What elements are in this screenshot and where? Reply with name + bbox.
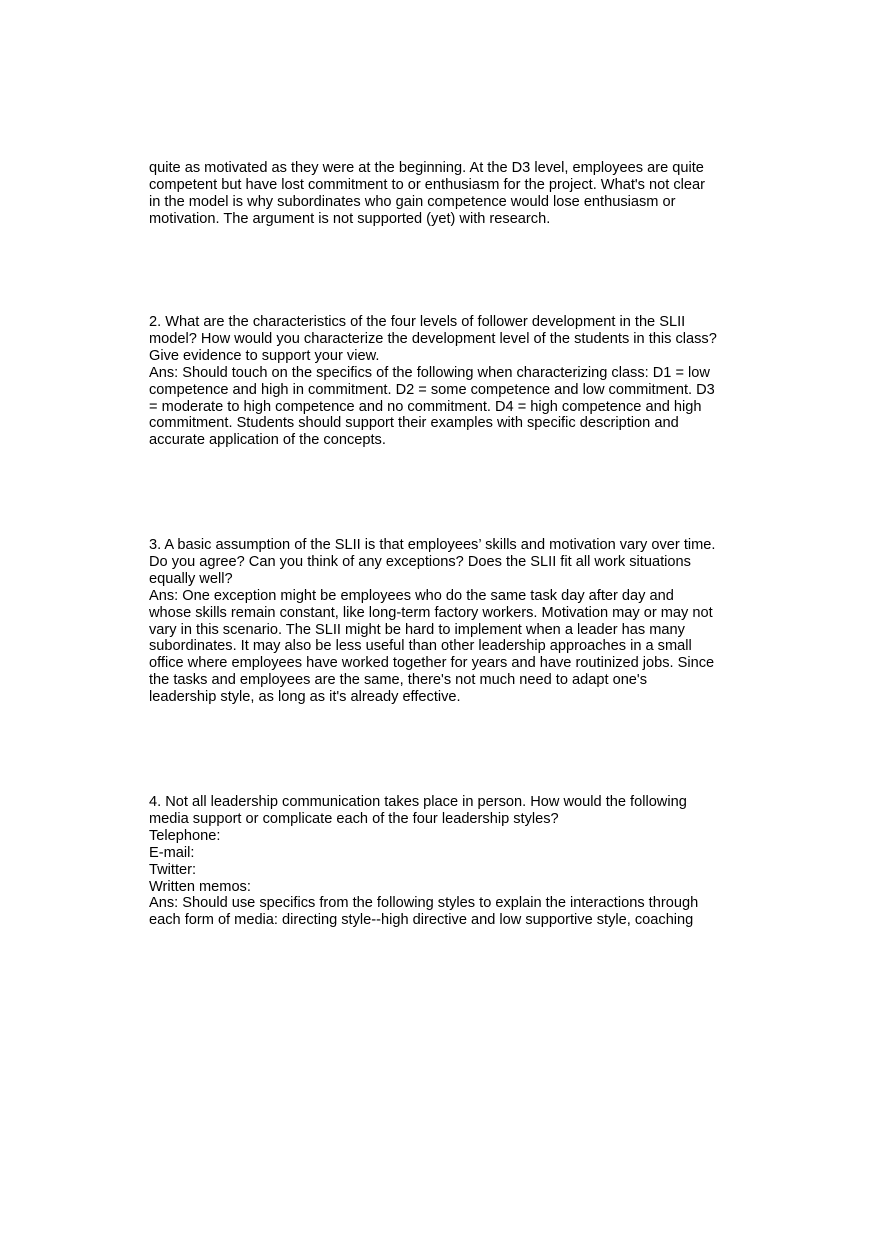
answer-text-line: Ans: Should touch on the specifics of the following when characterizing class: D1 = low (149, 364, 710, 381)
answer-text-line: each form of media: directing style--high directive and low supportive style, coaching (149, 912, 694, 929)
question-3-block (149, 537, 749, 706)
media-item-written-memos: Written memos: (149, 878, 251, 895)
answer-text-line: commitment. Students should support their examples with specific description and (149, 415, 679, 432)
continuation-paragraph (149, 160, 749, 228)
answer-text-line: vary in this scenario. The SLII might be hard to implement when a leader has many (149, 621, 685, 638)
question-text-line: media support or complicate each of the four leadership styles? (149, 810, 559, 827)
question-text-line: model? How would you characterize the development level of the students in this class? (149, 330, 717, 347)
media-item-email: E-mail: (149, 844, 195, 861)
answer-text-line: accurate application of the concepts. (149, 432, 386, 449)
question-text-line: 2. What are the characteristics of the four levels of follower development in the SLII (149, 314, 686, 330)
media-item-telephone: Telephone: (149, 827, 221, 844)
answer-text-line: Ans: One exception might be employees who do the same task day after day and (149, 587, 674, 604)
answer-text-line: the tasks and employees are the same, there's not much need to adapt one's (149, 672, 648, 689)
question-text-line: equally well? (149, 570, 233, 587)
answer-text-line: office where employees have worked together for years and have routinized jobs. Since (149, 655, 715, 672)
question-text-line: Give evidence to support your view. (149, 347, 380, 364)
answer-text-line: Ans: Should use specifics from the following styles to explain the interactions through (149, 895, 699, 912)
answer-text-line: competence and high in commitment. D2 = some competence and low commitment. D3 (149, 381, 715, 398)
media-item-twitter: Twitter: (149, 861, 197, 878)
text-line: motivation. The argument is not supported (yet) with research. (149, 210, 551, 227)
answer-text-line: = moderate to high competence and no commitment. D4 = high competence and high (149, 398, 702, 415)
question-2-block (149, 314, 749, 449)
question-text-line: 3. A basic assumption of the SLII is that employees’ skills and motivation vary over time. (149, 537, 716, 553)
answer-text-line: subordinates. It may also be less useful than other leadership approaches in a small (149, 638, 692, 655)
answer-text-line: leadership style, as long as it's already effective. (149, 689, 461, 706)
question-text-line: 4. Not all leadership communication takes place in person. How would the following (149, 794, 687, 810)
text-line: quite as motivated as they were at the beginning. At the D3 level, employees are quite (149, 160, 704, 176)
answer-text-line: whose skills remain constant, like long-term factory workers. Motivation may or may not (149, 604, 713, 621)
text-line: competent but have lost commitment to or enthusiasm for the project. What's not clear (149, 176, 705, 193)
question-text-line: Do you agree? Can you think of any exceptions? Does the SLII fit all work situations (149, 553, 691, 570)
text-line: in the model is why subordinates who gain competence would lose enthusiasm or (149, 193, 676, 210)
question-4-block (149, 794, 749, 929)
